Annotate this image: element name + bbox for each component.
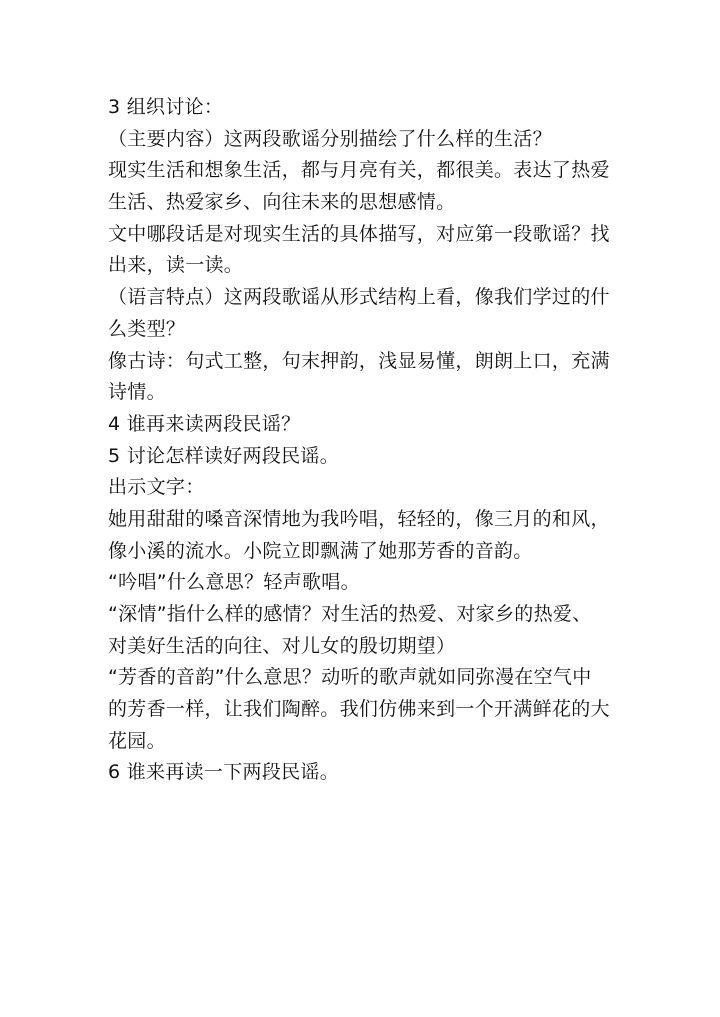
text-line: 生活、热爱家乡、向往未来的思想感情。: [108, 191, 456, 214]
text-line: 出示文字：: [108, 476, 205, 499]
text-line: 现实生活和想象生活，都与月亮有关，都很美。表达了热爱: [108, 159, 610, 182]
section-heading: 5 讨论怎样读好两段民谣。: [108, 444, 340, 467]
text-line: 出来，读一读。: [108, 254, 244, 277]
section-heading: 3 组织讨论：: [108, 96, 224, 118]
text-line: 像古诗：句式工整，句末押韵，浅显易懂，朗朗上口，充满: [108, 349, 610, 372]
section-heading: 6 谁来再读一下两段民谣。: [108, 761, 340, 784]
text-line: 文中哪段话是对现实生活的具体描写，对应第一段歌谣？找: [108, 222, 610, 245]
quoted-text-line: 像小溪的流水。小院立即飘满了她那芳香的音韵。: [108, 539, 533, 562]
text-line: （语言特点）这两段歌谣从形式结构上看，像我们学过的什: [108, 286, 610, 309]
text-line: 的芳香一样，让我们陶醉。我们仿佛来到一个开满鲜花的大: [108, 698, 610, 721]
text-line: “芳香的音韵”什么意思？动听的歌声就如同弥漫在空气中: [108, 666, 592, 689]
quoted-text-line: 她用甜甜的嗓音深情地为我吟唱，轻轻的，像三月的和风，: [108, 507, 610, 530]
text-line: 对美好生活的向往、对儿女的殷切期望）: [108, 634, 456, 657]
text-line: （主要内容）这两段歌谣分别描绘了什么样的生活？: [108, 127, 552, 150]
section-heading: 4 谁再来读两段民谣？: [108, 412, 301, 435]
text-line: 花园。: [108, 729, 166, 752]
text-line: 么类型？: [108, 317, 186, 340]
text-line: “深情”指什么样的感情？对生活的热爱、对家乡的热爱、: [108, 603, 592, 625]
text-line: 诗情。: [108, 381, 166, 404]
document-body: [108, 92, 618, 789]
text-line: “吟唱”什么意思？轻声歌唱。: [108, 571, 360, 594]
